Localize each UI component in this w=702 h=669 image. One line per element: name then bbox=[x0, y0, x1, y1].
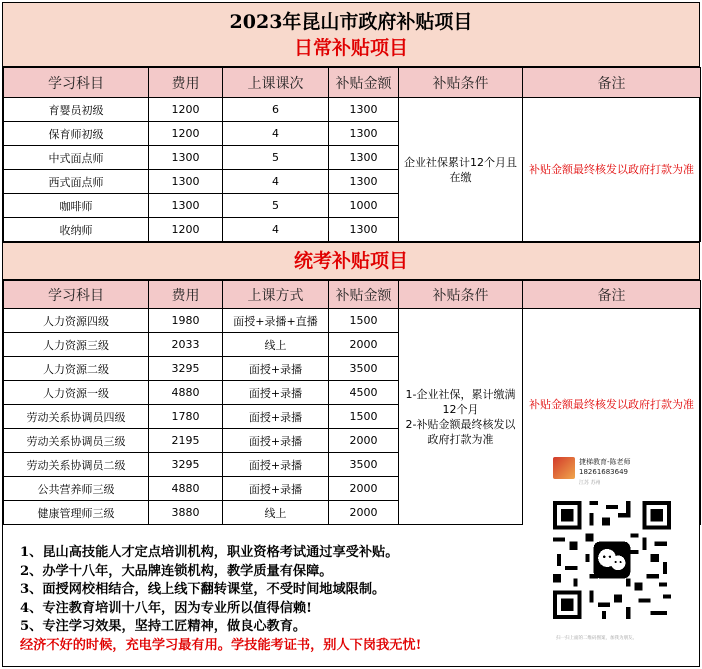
page-title: 2023年昆山市政府补贴项目 bbox=[229, 11, 473, 33]
promo-line: 1、昆山高技能人才定点培训机构，职业资格考试通过享受补贴。 bbox=[20, 545, 399, 560]
subject-cell: 劳动关系协调员三级 bbox=[4, 429, 149, 453]
daily-remark-cell: 补贴金额最终核发以政府打款为准 bbox=[523, 98, 701, 242]
promo-footer bbox=[3, 524, 548, 667]
exam-col-fee: 费用 bbox=[149, 281, 223, 309]
fee-cell: 1300 bbox=[149, 194, 223, 218]
subsidy-cell: 1300 bbox=[329, 218, 399, 242]
subsidy-cell: 4500 bbox=[329, 381, 399, 405]
subject-cell: 健康管理师三级 bbox=[4, 501, 149, 525]
section-title-exam: 统考补贴项目 bbox=[293, 250, 408, 272]
fee-cell: 3295 bbox=[149, 357, 223, 381]
subsidy-cell: 1000 bbox=[329, 194, 399, 218]
table-row bbox=[4, 309, 701, 333]
promo-line: 3、面授网校相结合，线上线下翻转课堂，不受时间地域限制。 bbox=[20, 582, 386, 597]
method-cell: 面授+录播 bbox=[223, 405, 329, 429]
sessions-cell: 6 bbox=[223, 98, 329, 122]
subject-cell: 育婴员初级 bbox=[4, 98, 149, 122]
exam-remark-text: 补贴金额最终核发以政府打款为准 bbox=[529, 398, 694, 411]
method-cell: 面授+录播 bbox=[223, 429, 329, 453]
subsidy-cell: 3500 bbox=[329, 357, 399, 381]
exam-col-subsidy: 补贴金额 bbox=[329, 281, 399, 309]
method-cell: 面授+录播+直播 bbox=[223, 309, 329, 333]
subject-cell: 人力资源三级 bbox=[4, 333, 149, 357]
exam-col-subject: 学习科目 bbox=[4, 281, 149, 309]
method-cell: 线上 bbox=[223, 333, 329, 357]
daily-col-subject: 学习科目 bbox=[4, 68, 149, 98]
method-cell: 面授+录播 bbox=[223, 453, 329, 477]
daily-condition-cell: 企业社保累计12个月且在缴 bbox=[399, 98, 523, 242]
exam-col-remark: 备注 bbox=[523, 281, 701, 309]
exam-col-condition: 补贴条件 bbox=[399, 281, 523, 309]
section-title-daily: 日常补贴项目 bbox=[293, 37, 408, 59]
sessions-cell: 5 bbox=[223, 194, 329, 218]
promo-line: 4、专注教育培训十八年，因为专业所以值得信赖! bbox=[20, 600, 312, 616]
fee-cell: 1200 bbox=[149, 218, 223, 242]
exam-col-method: 上课方式 bbox=[223, 281, 329, 309]
subsidy-cell: 1300 bbox=[329, 122, 399, 146]
fee-cell: 4880 bbox=[149, 477, 223, 501]
sessions-cell: 4 bbox=[223, 170, 329, 194]
qr-caption: 扫一扫上面的二维码图案，加我为朋友。 bbox=[556, 636, 637, 641]
sessions-cell: 4 bbox=[223, 218, 329, 242]
fee-cell: 1200 bbox=[149, 122, 223, 146]
subsidy-cell: 1500 bbox=[329, 405, 399, 429]
method-cell: 面授+录播 bbox=[223, 477, 329, 501]
fee-cell: 2033 bbox=[149, 333, 223, 357]
promo-slogan: 经济不好的时候，充电学习最有用。学技能考证书，别人下岗我无忧! bbox=[20, 637, 422, 653]
header-band bbox=[3, 3, 699, 67]
table-row bbox=[4, 98, 701, 122]
subject-cell: 中式面点师 bbox=[4, 146, 149, 170]
exam-condition-cell: 1-企业社保，累计缴满12个月 2-补贴金额最终核发以政府打款为准 bbox=[399, 309, 523, 525]
fee-cell: 1300 bbox=[149, 146, 223, 170]
subject-cell: 公共营养师三级 bbox=[4, 477, 149, 501]
subsidy-cell: 2000 bbox=[329, 429, 399, 453]
subsidy-cell: 1500 bbox=[329, 309, 399, 333]
promo-line: 2、办学十八年，大品牌连锁机构，教学质量有保障。 bbox=[20, 563, 333, 579]
fee-cell: 3880 bbox=[149, 501, 223, 525]
contact-location: 江苏 苏州 bbox=[579, 480, 601, 486]
subject-cell: 人力资源二级 bbox=[4, 357, 149, 381]
subsidy-cell: 2000 bbox=[329, 477, 399, 501]
daily-col-remark: 备注 bbox=[523, 68, 701, 98]
method-cell: 面授+录播 bbox=[223, 381, 329, 405]
subsidy-cell: 1300 bbox=[329, 98, 399, 122]
daily-col-sessions: 上课课次 bbox=[223, 68, 329, 98]
qr-code-icon bbox=[553, 501, 671, 619]
fee-cell: 1300 bbox=[149, 170, 223, 194]
contact-phone: 18261683649 bbox=[579, 468, 628, 476]
sessions-cell: 5 bbox=[223, 146, 329, 170]
fee-cell: 1780 bbox=[149, 405, 223, 429]
method-cell: 线上 bbox=[223, 501, 329, 525]
subject-cell: 收纳师 bbox=[4, 218, 149, 242]
contact-name: 捷梯教育-陈老师 bbox=[579, 458, 631, 466]
daily-col-subsidy: 补贴金额 bbox=[329, 68, 399, 98]
subsidy-cell: 2000 bbox=[329, 501, 399, 525]
subject-cell: 劳动关系协调员四级 bbox=[4, 405, 149, 429]
subsidy-cell: 1300 bbox=[329, 146, 399, 170]
subject-cell: 劳动关系协调员二级 bbox=[4, 453, 149, 477]
subsidy-cell: 3500 bbox=[329, 453, 399, 477]
subject-cell: 人力资源一级 bbox=[4, 381, 149, 405]
subject-cell: 西式面点师 bbox=[4, 170, 149, 194]
fee-cell: 1980 bbox=[149, 309, 223, 333]
subject-cell: 人力资源四级 bbox=[4, 309, 149, 333]
fee-cell: 4880 bbox=[149, 381, 223, 405]
daily-col-fee: 费用 bbox=[149, 68, 223, 98]
sessions-cell: 4 bbox=[223, 122, 329, 146]
fee-cell: 2195 bbox=[149, 429, 223, 453]
subsidy-cell: 2000 bbox=[329, 333, 399, 357]
promo-line: 5、专注学习效果，坚持工匠精神，做良心教育。 bbox=[20, 619, 307, 634]
subsidy-sheet bbox=[2, 2, 700, 667]
daily-subsidy-table bbox=[3, 67, 701, 242]
avatar bbox=[553, 457, 575, 479]
subject-cell: 咖啡师 bbox=[4, 194, 149, 218]
method-cell: 面授+录播 bbox=[223, 357, 329, 381]
exam-band bbox=[3, 242, 699, 280]
fee-cell: 3295 bbox=[149, 453, 223, 477]
fee-cell: 1200 bbox=[149, 98, 223, 122]
subject-cell: 保育师初级 bbox=[4, 122, 149, 146]
daily-col-condition: 补贴条件 bbox=[399, 68, 523, 98]
subsidy-cell: 1300 bbox=[329, 170, 399, 194]
